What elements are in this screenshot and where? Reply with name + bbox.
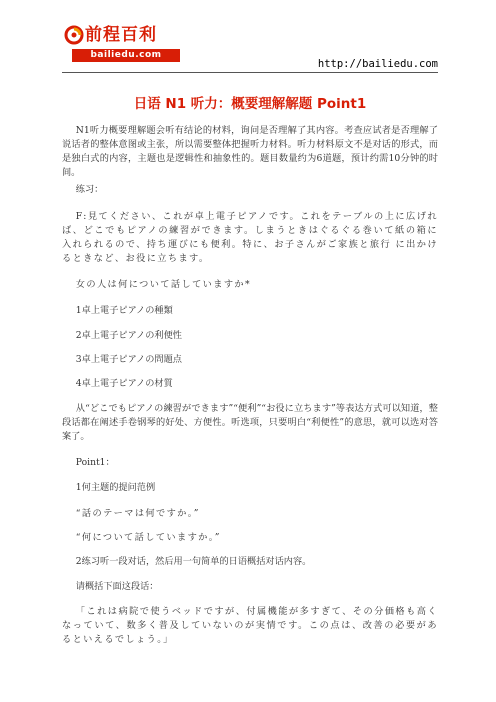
example-question-2: “何について話していますか。”	[75, 532, 221, 543]
point-item-2: 2练习听一段对话，然后用一句简单的日语概括对话内容。	[75, 556, 312, 567]
intro-paragraph: N1听力概要理解题会听有结论的材料，询问是否理解了其内容。考查应试者是否理解了说话者的整体意图或主张，所以需要整体把握听力材料。听力材料原文不是对话的形式，而是独白式的内容，主题也是逻辑性和抽象性的。题目数量约为6道题，预计约需10分钟的时间。	[62, 125, 438, 178]
site-url-link[interactable]: http://bailiedu.com	[317, 58, 438, 70]
answer-analysis: 从“どこでもピアノの練習ができます”“便利”“お役に立ちます”等表达方式可以知道，整段话都在阐述手卷钢琴的好处、方便性。听选项，只要明白“利便性”的意思，就可以选对答案了。	[62, 403, 438, 442]
logo-top	[64, 24, 157, 46]
exercise-label: 练习：	[75, 184, 104, 195]
answer-option: 3卓上電子ピアノの問題点	[75, 354, 182, 365]
point-item-1: 1何主题的提问范例	[75, 482, 156, 493]
example-question-1: “話のテーマは何ですか。”	[75, 508, 200, 519]
question-text: 女の人は何について話していますか*	[75, 279, 252, 290]
page-title: 日语 N1 听力：概要理解解题 Point1	[133, 96, 367, 112]
site-logo[interactable]	[62, 22, 184, 72]
answer-option: 2卓上電子ピアノの利便性	[75, 330, 182, 341]
logo-name: 前程百利	[85, 25, 157, 45]
summary-quote: 「これは病院で使うベッドですが、付属機能が多すぎて、その分価格も高くなっていて、数多く普及していないのが実情です。この点は、改善の必要があるといえるでしょう。」	[62, 606, 438, 645]
logo-swirl-icon	[64, 25, 84, 45]
answer-option: 1卓上電子ピアノの種類	[75, 305, 173, 316]
summarize-label: 请概括下面这段话：	[75, 581, 159, 592]
header-divider	[62, 72, 438, 73]
point-label: Point1：	[75, 457, 115, 468]
listening-passage: F:見てください、これが卓上電子ピアノです。これをテーブルの上に広げれば、どこでもピアノの練習ができます。しまうときはぐるぐる巻いて紙の箱に入れられるので、持ち運びにも便利。特に、お子さんがご家族と旅行 に出かけるときなど、お役に立ちます。	[62, 211, 438, 264]
logo-domain: bailiedu.com	[72, 49, 180, 62]
answer-option: 4卓上電子ピアノの材質	[75, 378, 173, 389]
page-header	[62, 22, 438, 76]
